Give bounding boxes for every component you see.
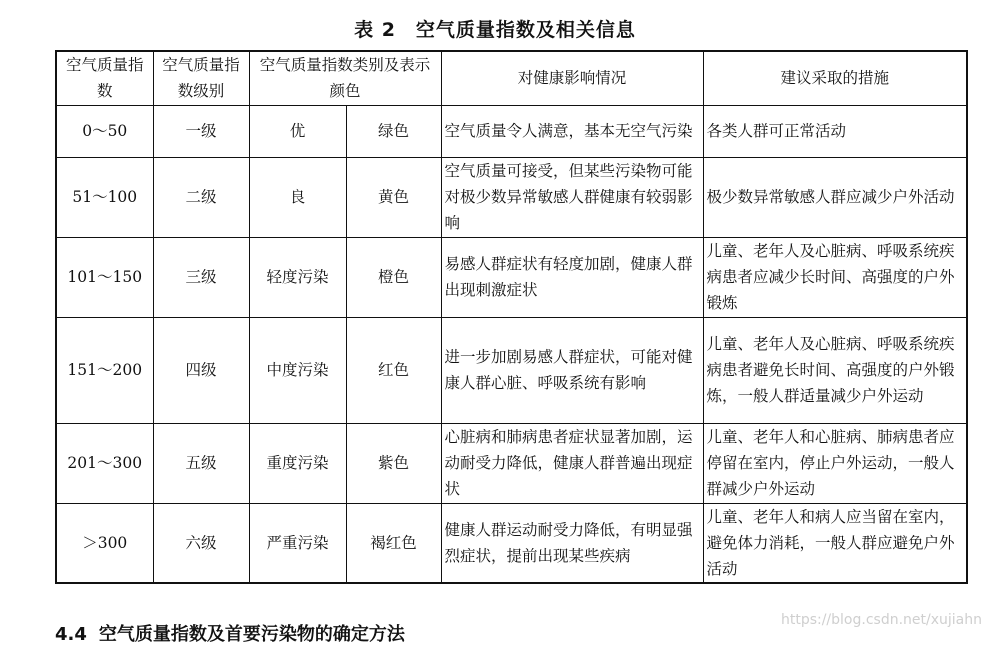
cell-advice: 儿童、老年人和心脏病、肺病患者应停留在室内，停止户外运动，一般人群减少户外运动	[703, 423, 967, 503]
cell-advice: 儿童、老年人及心脏病、呼吸系统疾病患者应减少长时间、高强度的户外锻炼	[703, 237, 967, 317]
cell-health: 健康人群运动耐受力降低，有明显强烈症状，提前出现某些疾病	[441, 503, 703, 583]
cell-category: 重度污染	[249, 423, 346, 503]
header-advice: 建议采取的措施	[703, 51, 967, 105]
aqi-table	[55, 50, 968, 584]
cell-index: 0～50	[56, 105, 153, 157]
cell-index: 101～150	[56, 237, 153, 317]
cell-level: 四级	[153, 317, 249, 423]
cell-advice: 儿童、老年人和病人应当留在室内，避免体力消耗，一般人群应避免户外活动	[703, 503, 967, 583]
cell-category: 轻度污染	[249, 237, 346, 317]
cell-category: 严重污染	[249, 503, 346, 583]
table-row	[56, 317, 967, 423]
header-aqi-level: 空气质量指数级别	[153, 51, 249, 105]
cell-advice: 极少数异常敏感人群应减少户外活动	[703, 157, 967, 237]
header-health-effect: 对健康影响情况	[441, 51, 703, 105]
cell-health: 易感人群症状有轻度加剧，健康人群出现刺激症状	[441, 237, 703, 317]
cell-category: 中度污染	[249, 317, 346, 423]
cell-color: 红色	[346, 317, 441, 423]
cell-index: 151～200	[56, 317, 153, 423]
cell-color: 橙色	[346, 237, 441, 317]
table-header-row	[56, 51, 967, 105]
table-row	[56, 157, 967, 237]
cell-index: 51～100	[56, 157, 153, 237]
header-aqi-index: 空气质量指数	[56, 51, 153, 105]
cell-level: 一级	[153, 105, 249, 157]
table-title: 表 2 空气质量指数及相关信息	[354, 19, 636, 41]
header-category-color: 空气质量指数类别及表示颜色	[249, 51, 441, 105]
cell-category: 良	[249, 157, 346, 237]
cell-color: 黄色	[346, 157, 441, 237]
section-title: 空气质量指数及首要污染物的确定方法	[98, 624, 405, 645]
cell-color: 绿色	[346, 105, 441, 157]
cell-health: 空气质量可接受，但某些污染物可能对极少数异常敏感人群健康有较弱影响	[441, 157, 703, 237]
cell-advice: 各类人群可正常活动	[703, 105, 967, 157]
cell-level: 五级	[153, 423, 249, 503]
cell-level: 六级	[153, 503, 249, 583]
section-number: 4.4	[55, 624, 87, 645]
table-row	[56, 423, 967, 503]
cell-index: ＞300	[56, 503, 153, 583]
cell-health: 空气质量令人满意，基本无空气污染	[441, 105, 703, 157]
cell-health: 进一步加剧易感人群症状，可能对健康人群心脏、呼吸系统有影响	[441, 317, 703, 423]
cell-color: 褐红色	[346, 503, 441, 583]
cell-advice: 儿童、老年人及心脏病、呼吸系统疾病患者避免长时间、高强度的户外锻炼，一般人群适量减少户外运动	[703, 317, 967, 423]
cell-health: 心脏病和肺病患者症状显著加剧，运动耐受力降低，健康人群普遍出现症状	[441, 423, 703, 503]
table-row	[56, 105, 967, 157]
cell-color: 紫色	[346, 423, 441, 503]
watermark: https://blog.csdn.net/xujiahn	[780, 612, 982, 628]
next-section-heading	[55, 622, 405, 648]
cell-index: 201～300	[56, 423, 153, 503]
table-row	[56, 503, 967, 583]
cell-category: 优	[249, 105, 346, 157]
cell-level: 三级	[153, 237, 249, 317]
table-row	[56, 237, 967, 317]
cell-level: 二级	[153, 157, 249, 237]
